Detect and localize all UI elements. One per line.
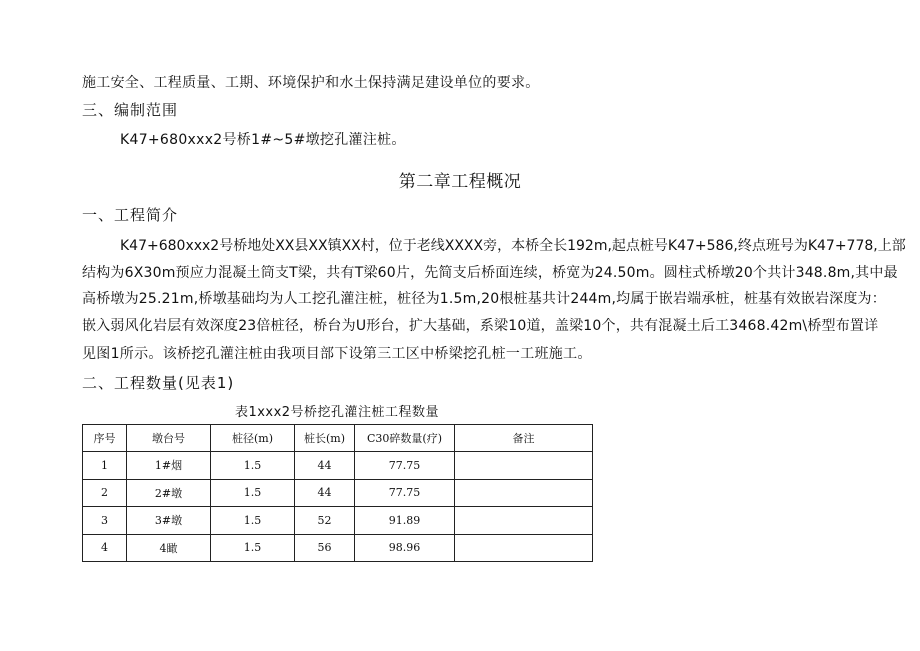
cell-pier: 4瞰 bbox=[127, 534, 211, 562]
table-caption: 表1xxx2号桥挖孔灌注桩工程数量 bbox=[234, 405, 440, 420]
cell-remarks bbox=[455, 534, 593, 562]
cell-length: 56 bbox=[295, 534, 355, 562]
cell-diameter: 1.5 bbox=[211, 534, 295, 562]
table-row bbox=[83, 452, 593, 480]
cell-length: 44 bbox=[295, 452, 355, 480]
col-header-concrete: C30碎数量(疗) bbox=[355, 425, 455, 452]
cell-length: 44 bbox=[295, 479, 355, 507]
col-header-index: 序号 bbox=[83, 425, 127, 452]
overview-paragraph-line: 结构为6X30m预应力混凝土筒支T梁，共有T梁60片，先简支后桥面连续，桥宽为24.50m。圆柱式桥墩20个共计348.8m,其中最 bbox=[82, 265, 898, 281]
cell-concrete: 98.96 bbox=[355, 534, 455, 562]
cell-diameter: 1.5 bbox=[211, 479, 295, 507]
overview-paragraph-line: 嵌入弱风化岩层有效深度23倍桩径，桥台为U形台，扩大基础，系梁10道，盖梁10个，共有混凝土后工3468.42m\桥型布置详 bbox=[82, 318, 879, 334]
cell-index: 3 bbox=[83, 507, 127, 535]
quantity-table bbox=[82, 424, 593, 562]
cell-index: 4 bbox=[83, 534, 127, 562]
cell-index: 2 bbox=[83, 479, 127, 507]
cell-pier: 2#墩 bbox=[127, 479, 211, 507]
cell-concrete: 91.89 bbox=[355, 507, 455, 535]
col-header-remarks: 备注 bbox=[455, 425, 593, 452]
col-header-length: 桩长(m) bbox=[295, 425, 355, 452]
table-row bbox=[83, 534, 593, 562]
overview-paragraph-line: 高桥墩为25.21m,桥墩基础均为人工挖孔灌注桩，桩径为1.5m,20根桩基共计244m,均属于嵌岩端承桩，桩基有效嵌岩深度为： bbox=[82, 291, 886, 307]
col-header-pier: 墩台号 bbox=[127, 425, 211, 452]
cell-concrete: 77.75 bbox=[355, 452, 455, 480]
section-heading-overview: 一、工程简介 bbox=[82, 206, 179, 224]
cell-remarks bbox=[455, 507, 593, 535]
chapter-title: 第二章工程概况 bbox=[398, 172, 522, 192]
section-heading-scope: 三、编制范围 bbox=[82, 101, 179, 119]
table-row bbox=[83, 507, 593, 535]
scope-text: K47+680xxx2号桥1#~5#墩挖孔灌注桩。 bbox=[120, 132, 406, 148]
cell-remarks bbox=[455, 452, 593, 480]
cell-diameter: 1.5 bbox=[211, 507, 295, 535]
cell-concrete: 77.75 bbox=[355, 479, 455, 507]
cell-length: 52 bbox=[295, 507, 355, 535]
table-header-row bbox=[83, 425, 593, 452]
cell-diameter: 1.5 bbox=[211, 452, 295, 480]
cell-pier: 3#墩 bbox=[127, 507, 211, 535]
section-heading-quantity: 二、工程数量(见表1) bbox=[82, 374, 235, 392]
table-row bbox=[83, 479, 593, 507]
overview-paragraph-line: K47+680xxx2号桥地处XX县XX镇XX村，位于老线XXXX旁，本桥全长192m,起点桩号K47+586,终点班号为K47+778,上部 bbox=[120, 238, 906, 254]
col-header-diameter: 桩径(m) bbox=[211, 425, 295, 452]
text-continuation: 施工安全、工程质量、工期、环境保护和水土保持满足建设单位的要求。 bbox=[82, 75, 540, 91]
overview-paragraph-line: 见图1所示。该桥挖孔灌注桩由我项目部下设第三工区中桥梁挖孔桩一工班施工。 bbox=[82, 346, 592, 362]
cell-index: 1 bbox=[83, 452, 127, 480]
cell-pier: 1#烟 bbox=[127, 452, 211, 480]
cell-remarks bbox=[455, 479, 593, 507]
